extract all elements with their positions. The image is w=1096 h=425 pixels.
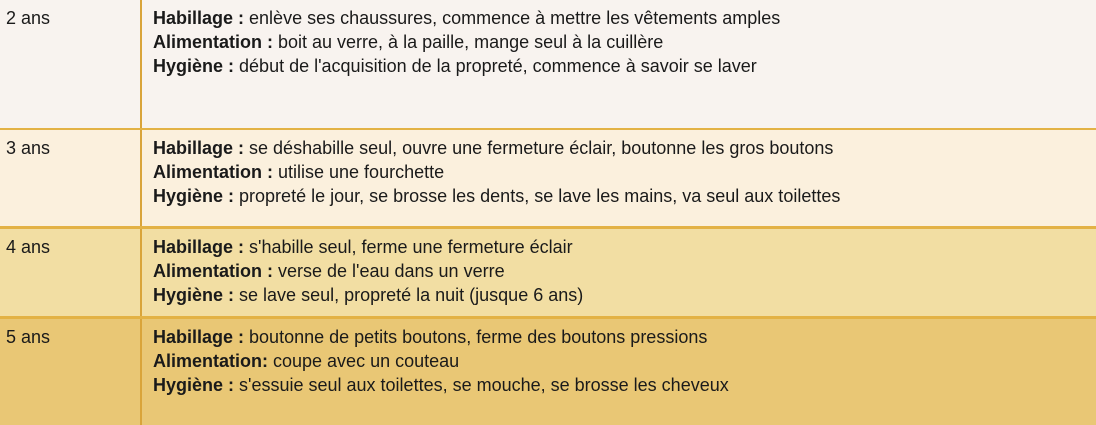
skill-label: Alimentation : [153,32,273,52]
skill-label: Habillage : [153,237,245,257]
skill-text: coupe avec un couteau [268,351,460,371]
skill-label: Hygiène : [153,186,235,206]
skill-label: Habillage : [153,8,245,28]
skill-line-alimentation [153,259,1096,283]
skill-label: Hygiène : [153,56,235,76]
skill-text: boutonne de petits boutons, ferme des boutons pressions [244,327,708,347]
table-row [0,0,1096,128]
skill-label: Habillage : [153,327,245,347]
skill-text: propreté le jour, se brosse les dents, se lave les mains, va seul aux toilettes [234,186,841,206]
skill-text: début de l'acquisition de la propreté, commence à savoir se laver [234,56,757,76]
skill-text: verse de l'eau dans un verre [273,261,505,281]
skill-line-alimentation [153,30,1096,54]
description-cell [140,0,1096,128]
skill-line-habillage [153,6,1096,30]
skill-text: enlève ses chaussures, commence à mettre les vêtements amples [244,8,781,28]
skill-line-hygiene [153,184,1096,208]
skill-line-alimentation [153,349,1096,373]
table-row [0,319,1096,425]
skill-line-habillage [153,325,1096,349]
description-cell [140,229,1096,316]
table-row [0,130,1096,226]
skill-label: Habillage : [153,138,245,158]
skill-line-hygiene [153,283,1096,307]
skill-line-alimentation [153,160,1096,184]
skill-line-habillage [153,136,1096,160]
skill-text: s'habille seul, ferme une fermeture éclair [244,237,573,257]
description-cell [140,319,1096,425]
skill-text: se déshabille seul, ouvre une fermeture éclair, boutonne les gros boutons [244,138,834,158]
skill-label: Hygiène : [153,375,235,395]
skill-line-hygiene [153,54,1096,78]
skill-label: Alimentation : [153,261,273,281]
skill-label: Alimentation: [153,351,268,371]
skill-label: Alimentation : [153,162,273,182]
skill-text: boit au verre, à la paille, mange seul à la cuillère [273,32,664,52]
skill-label: Hygiène : [153,285,235,305]
skill-text: s'essuie seul aux toilettes, se mouche, se brosse les cheveux [234,375,729,395]
skill-text: utilise une fourchette [273,162,445,182]
table-row [0,229,1096,316]
age-cell: 5 ans [0,319,140,425]
age-cell: 4 ans [0,229,140,316]
age-cell: 2 ans [0,0,140,128]
age-cell: 3 ans [0,130,140,226]
skill-text: se lave seul, propreté la nuit (jusque 6 ans) [234,285,584,305]
skill-line-hygiene [153,373,1096,397]
description-cell [140,130,1096,226]
skill-line-habillage [153,235,1096,259]
